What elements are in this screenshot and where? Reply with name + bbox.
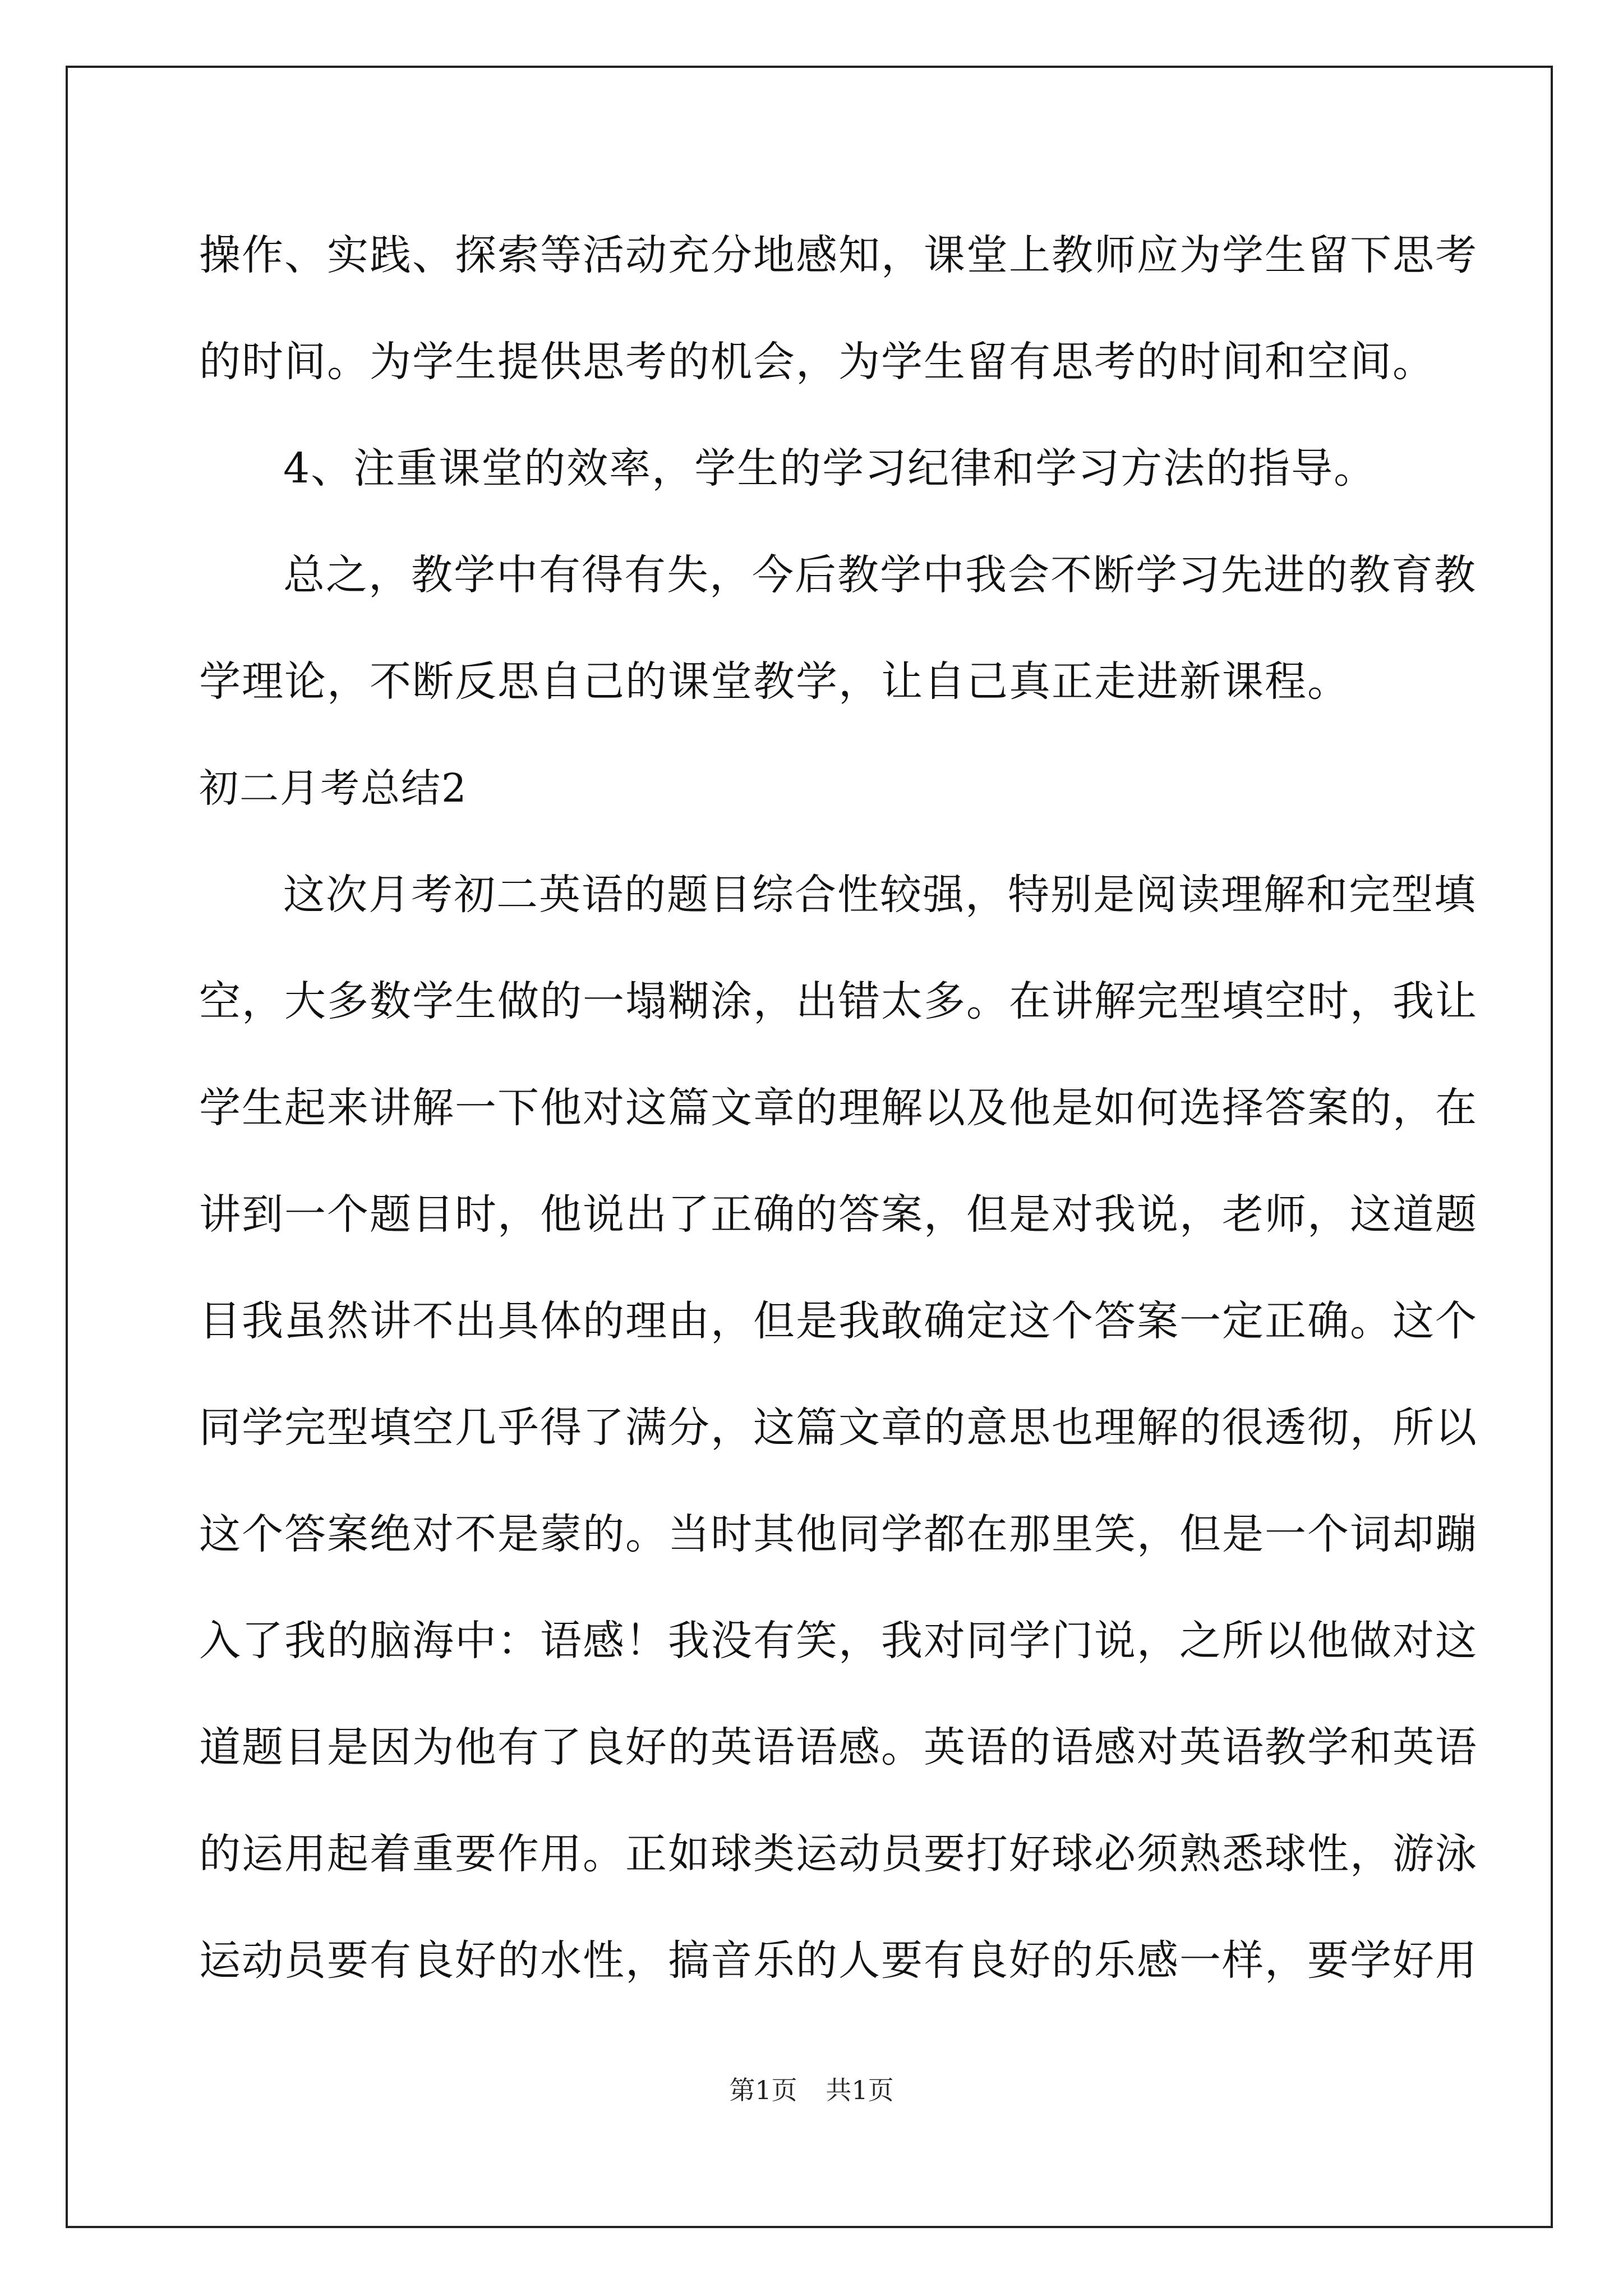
page-footer	[0, 2070, 1623, 2107]
paragraph-line: 这次月考初二英语的题目综合性较强，特别是阅读理解和完型填	[283, 871, 1477, 919]
paragraph-line: 同学完型填空几乎得了满分，这篇文章的意思也理解的很透彻，所以	[199, 1404, 1478, 1452]
paragraph-line: 的运用起着重要作用。正如球类运动员要打好球必须熟悉球性，游泳	[199, 1830, 1478, 1878]
paragraph-line: 讲到一个题目时，他说出了正确的答案，但是对我说，老师，这道题	[199, 1190, 1478, 1239]
paragraph-line: 空，大多数学生做的一塌糊涂，出错太多。在讲解完型填空时，我让	[199, 977, 1478, 1025]
paragraph-line: 的时间。为学生提供思考的机会，为学生留有思考的时间和空间。	[199, 338, 1435, 386]
document-body	[199, 202, 1478, 2014]
section-heading: 初二月考总结2	[199, 765, 468, 811]
paragraph-line: 学生起来讲解一下他对这篇文章的理解以及他是如何选择答案的，在	[199, 1084, 1478, 1132]
paragraph-line: 这个答案绝对不是蒙的。当时其他同学都在那里笑，但是一个词却蹦	[199, 1510, 1478, 1558]
paragraph-line: 入了我的脑海中：语感！我没有笑，我对同学门说，之所以他做对这	[199, 1617, 1478, 1665]
paragraph-line: 操作、实践、探索等活动充分地感知，课堂上教师应为学生留下思考	[199, 231, 1478, 279]
paragraph-line: 运动员要有良好的水性，搞音乐的人要有良好的乐感一样，要学好用	[199, 1936, 1478, 1985]
page-number-current: 第1页	[729, 2075, 797, 2105]
paragraph-line: 4、注重课堂的效率，学生的学习纪律和学习方法的指导。	[283, 444, 1377, 493]
paragraph-line: 目我虽然讲不出具体的理由，但是我敢确定这个答案一定正确。这个	[199, 1297, 1478, 1345]
paragraph-line: 总之，教学中有得有失，今后教学中我会不断学习先进的教育教	[283, 551, 1477, 599]
paragraph-line: 道题目是因为他有了良好的英语语感。英语的语感对英语教学和英语	[199, 1723, 1478, 1772]
paragraph-line: 学理论，不断反思自己的课堂教学，让自己真正走进新课程。	[199, 657, 1350, 706]
page-number-total: 共1页	[826, 2075, 894, 2105]
